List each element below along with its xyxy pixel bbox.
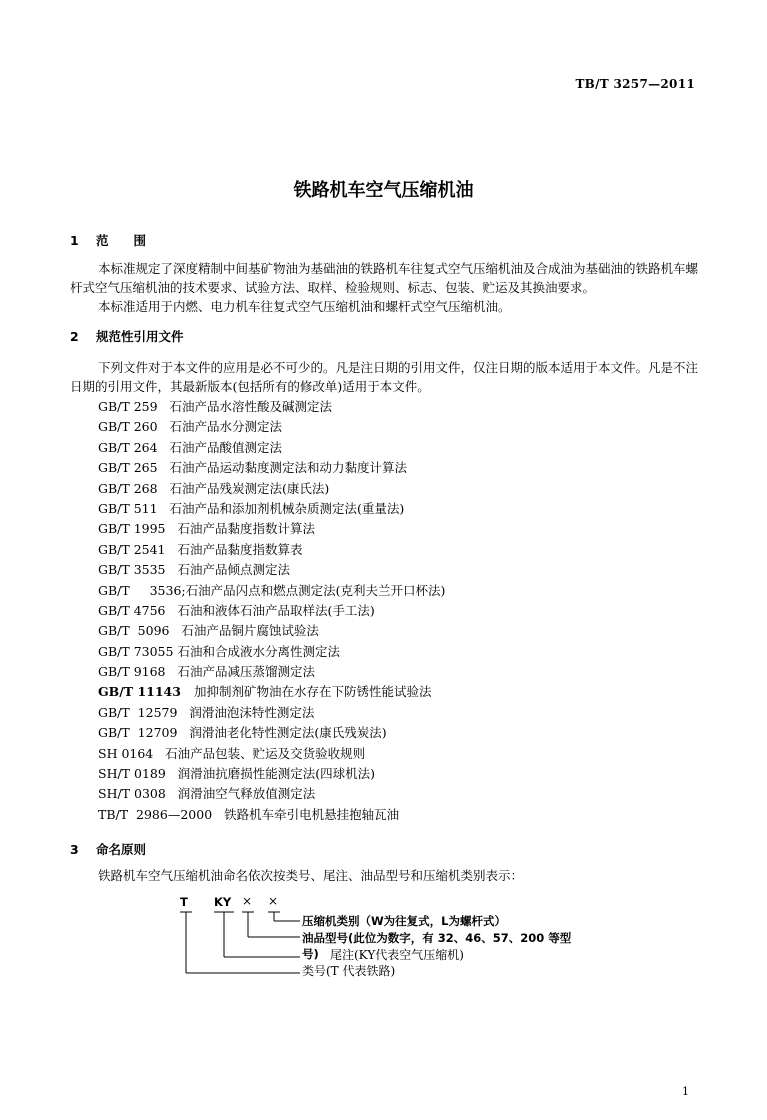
- reference-name: 石油产品水分测定法: [169, 419, 282, 435]
- page-title: 铁路机车空气压缩机油: [293, 180, 474, 201]
- reference-name: 石油产品黏度指数计算法: [177, 521, 315, 537]
- reference-name: 石油产品减压蒸馏测定法: [177, 664, 315, 680]
- reference-name: 润滑油空气释放值测定法: [177, 786, 316, 802]
- reference-name: 石油产品铜片腐蚀试验法: [181, 623, 319, 639]
- reference-code: GB/T 3535: [98, 562, 166, 578]
- reference-code: GB/T 12579: [98, 704, 178, 720]
- reference-name: 润滑油抗磨损性能测定法(四球机法): [177, 766, 375, 782]
- reference-item: [98, 784, 445, 804]
- reference-code: GB/T 2541: [98, 541, 166, 557]
- reference-item: [98, 723, 445, 743]
- label-suffix: 尾注(KY代表空气压缩机): [330, 948, 464, 962]
- reference-item: [98, 601, 445, 621]
- label-oil-model: 油品型号(此位为数字，有 32、46、57、200 等型: [302, 931, 572, 945]
- reference-item: [98, 417, 445, 437]
- section-number: 3: [70, 842, 79, 857]
- reference-name: 加抑制剂矿物油在水存在下防锈性能试验法: [194, 684, 432, 700]
- reference-name: 石油和液体石油产品取样法(手工法): [177, 602, 375, 618]
- reference-code: GB/T 259: [98, 399, 158, 414]
- reference-code: GB/T 5096: [98, 623, 170, 639]
- reference-item: [98, 438, 445, 458]
- reference-code: SH 0164: [98, 745, 154, 761]
- symbol-x-model: ×: [242, 894, 253, 908]
- page-number: 1: [682, 1085, 689, 1098]
- reference-code: GB/T 4756: [98, 602, 166, 618]
- normative-intro: 下列文件对于本文件的应用是必不可少的。凡是注日期的引用文件，仅注日期的版本适用于本文件。凡是不注日期的引用文件，其最新版本(包括所有的修改单)适用于本文件。: [70, 360, 699, 394]
- reference-item: [98, 621, 445, 641]
- reference-item: [98, 744, 445, 764]
- reference-code: TB/T 2986—2000: [98, 806, 213, 822]
- reference-name: 石油产品水溶性酸及碱测定法: [169, 399, 332, 414]
- reference-code: SH/T 0189: [98, 766, 166, 782]
- reference-name: 石油产品黏度指数算表: [177, 541, 303, 557]
- reference-item: [98, 458, 445, 478]
- section-1-heading: [70, 231, 146, 249]
- reference-item: [98, 479, 445, 499]
- reference-item: [98, 499, 445, 519]
- label-class: 类号(T 代表铁路): [302, 964, 396, 978]
- reference-item: [98, 682, 445, 702]
- reference-code: GB/T 264: [98, 439, 158, 455]
- reference-code: GB/T 511: [98, 500, 158, 516]
- reference-code: GB/T 73055: [98, 643, 174, 659]
- reference-code: GB/T 260: [98, 419, 158, 435]
- symbol-ky: KY: [214, 895, 232, 909]
- reference-item: [98, 764, 445, 784]
- reference-name: 铁路机车牵引电机悬挂抱轴瓦油: [224, 806, 400, 822]
- reference-name: 石油和合成液水分离性测定法: [177, 643, 340, 659]
- reference-item: [98, 703, 445, 723]
- reference-code: SH/T 0308: [98, 786, 166, 802]
- reference-code: GB/T 9168: [98, 664, 166, 680]
- naming-intro: 铁路机车空气压缩机油命名依次按类号、尾注、油品型号和压缩机类别表示：: [98, 868, 524, 883]
- reference-code: GB/T 11143: [98, 684, 181, 700]
- standard-code: TB/T 3257—2011: [575, 77, 695, 91]
- label-compressor-type: 压缩机类别（W为往复式，L为螺杆式）: [302, 914, 507, 928]
- reference-item: [98, 397, 445, 417]
- reference-name: 石油产品包装、贮运及交货验收规则: [165, 745, 366, 761]
- section-number: 2: [70, 329, 79, 344]
- symbol-t: T: [180, 895, 188, 909]
- scope-paragraph-2: 本标准适用于内燃、电力机车往复式空气压缩机油和螺杆式空气压缩机油。: [98, 299, 511, 314]
- reference-code: GB/T 265: [98, 460, 158, 476]
- naming-diagram: [170, 895, 610, 985]
- reference-item: [98, 540, 445, 560]
- reference-item: [98, 581, 445, 601]
- symbol-x-compressor: ×: [268, 894, 279, 908]
- section-2-heading: [70, 327, 184, 345]
- reference-code: GB/T 268: [98, 480, 158, 496]
- reference-item: [98, 560, 445, 580]
- reference-name: 石油产品酸值测定法: [169, 439, 282, 455]
- reference-code: GB/T 1995: [98, 521, 166, 537]
- section-title: 命名原则: [96, 842, 147, 857]
- reference-code: GB/T 3536: [98, 582, 182, 598]
- label-oil-model-cont: 号): [302, 947, 319, 961]
- scope-paragraph-1: 本标准规定了深度精制中间基矿物油为基础油的铁路机车往复式空气压缩机油及合成油为基础油的铁路机车螺杆式空气压缩机油的技术要求、试验方法、取样、检验规则、标志、包装、贮运及其换油要求。: [70, 261, 699, 295]
- reference-item: [98, 519, 445, 539]
- section-title: 规范性引用文件: [96, 329, 184, 344]
- reference-name: 润滑油泡沫特性测定法: [189, 704, 315, 720]
- reference-name: 石油产品和添加剂机械杂质测定法(重量法): [169, 500, 405, 516]
- reference-name: 石油产品残炭测定法(康氏法): [169, 480, 330, 496]
- reference-name: 润滑油老化特性测定法(康氏残炭法): [189, 725, 387, 741]
- section-title: 范 围: [96, 233, 147, 248]
- reference-item: [98, 642, 445, 662]
- section-3-heading: [70, 840, 146, 858]
- reference-name: 石油产品运动黏度测定法和动力黏度计算法: [169, 460, 407, 476]
- reference-name: ;石油产品闪点和燃点测定法(克利夫兰开口杯法): [181, 582, 446, 598]
- reference-code: GB/T 12709: [98, 725, 178, 741]
- reference-item: [98, 662, 445, 682]
- reference-name: 石油产品倾点测定法: [177, 562, 290, 578]
- section-number: 1: [70, 233, 79, 248]
- reference-item: [98, 805, 445, 825]
- reference-list: [98, 397, 445, 825]
